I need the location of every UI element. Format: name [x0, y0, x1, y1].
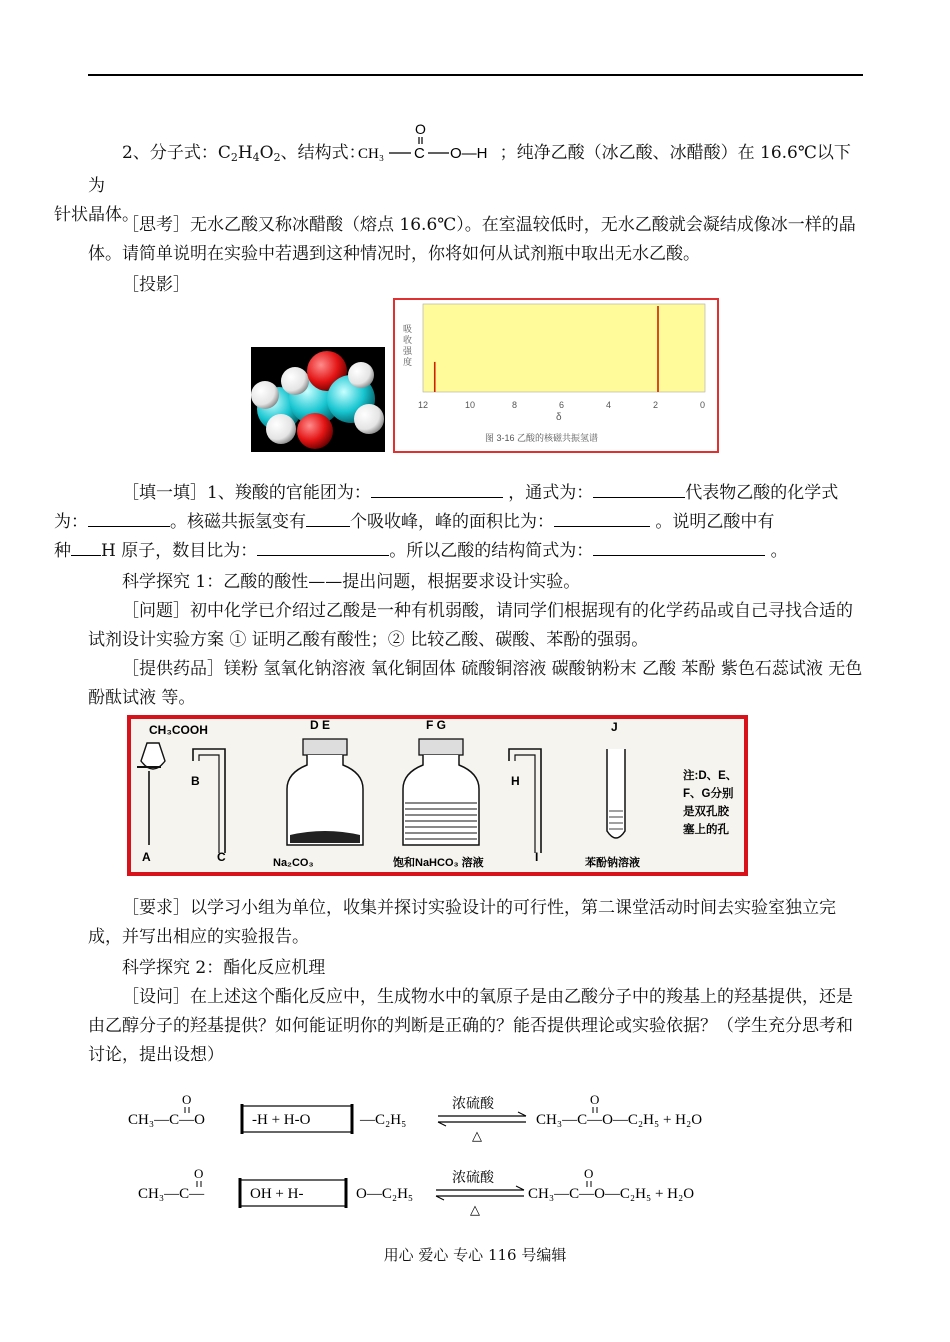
acetic-acid-structure	[356, 118, 494, 170]
inquiry-1-heading: 科学探究 1：乙酸的酸性——提出问题，根据要求设计实验。	[122, 572, 581, 592]
header-rule	[88, 74, 863, 76]
struct-oh: O—H	[450, 145, 488, 162]
blank-chemical-formula[interactable]	[88, 508, 170, 527]
nmr-tick-label: 12	[418, 400, 429, 410]
nmr-ylabel	[403, 324, 413, 367]
esterification-equation-2	[138, 1160, 778, 1222]
struct-o: O	[415, 121, 426, 137]
note-line: 注:D、E、	[683, 770, 738, 782]
esterification-equation-1	[128, 1086, 778, 1148]
eq1-o-left: O	[182, 1092, 192, 1107]
eq1-condition-top: 浓硫酸	[452, 1095, 494, 1111]
note-line: 塞上的孔	[683, 824, 729, 836]
blank-peak-count[interactable]	[306, 508, 350, 527]
ylabel-char: 强	[403, 346, 413, 356]
acetic-acid-space-filling-model	[251, 347, 385, 452]
ylabel-char: 收	[403, 335, 413, 345]
label-ch3cooh: CH₃COOH	[149, 723, 208, 737]
nmr-tick-label: 0	[700, 400, 706, 410]
note-line: 是双孔胶	[683, 806, 729, 818]
stopper-fg	[419, 739, 463, 755]
hypothesis-paragraph: ［设问］在上述这个酯化反应中，生成物水中的氧原子是由乙酸分子中的羧基上的羟基提供，还是由乙醇分子的羟基提供？如何能证明你的判断是正确的？能否提供理论或实验依据？（学生充分思考和讨论，提出设想）	[88, 987, 853, 1065]
eq2-box-text: OH + H-	[250, 1186, 304, 1202]
label-c: C	[217, 850, 226, 864]
molecular-formula: $C_2H_4O_2$	[217, 143, 281, 164]
inquiry-2-heading: 科学探究 2：酯化反应机理	[122, 958, 326, 978]
struct-ch3: CH₃	[358, 146, 385, 162]
projection-label: ［投影］	[122, 275, 190, 295]
eq1-o-right: O	[590, 1092, 600, 1107]
eq2-condition-top: 浓硫酸	[452, 1169, 494, 1185]
nmr-xlabel: δ	[556, 412, 562, 423]
ylabel-char: 吸	[403, 324, 413, 334]
label-phenolate: 苯酚钠溶液	[585, 857, 640, 869]
note-line: F、G分别	[683, 788, 734, 800]
label-de: D E	[310, 718, 331, 732]
label-na2co3: Na₂CO₃	[273, 857, 314, 869]
eq2-product: CH₃—C—O—C₂H₅ + H₂O	[528, 1186, 695, 1202]
blank-general-formula[interactable]	[593, 479, 685, 498]
label-a: A	[142, 850, 151, 864]
stopper-de	[303, 739, 347, 755]
question-paragraph: ［问题］初中化学已介绍过乙酸是一种有机弱酸，请同学们根据现有的化学药品或自己寻找合适的试剂设计实验方案 ① 证明乙酸有酸性；② 比较乙酸、碳酸、苯酚的强弱。	[88, 601, 853, 650]
blank-number-ratio[interactable]	[257, 537, 389, 556]
blank-functional-group[interactable]	[371, 479, 503, 498]
eq2-o-right: O	[584, 1166, 594, 1181]
reagents-paragraph: ［提供药品］镁粉 氢氧化钠溶液 氧化铜固体 硫酸铜溶液 碳酸钠粉末 乙酸 苯酚 紫色石蕊试液 无色酚酞试液 等。	[88, 659, 863, 708]
eq1-right: —C₂H₅	[360, 1112, 407, 1128]
apparatus-figure	[127, 715, 748, 876]
struct-c: C	[414, 145, 425, 162]
label-b: B	[191, 774, 200, 788]
page-footer: 用心 爱心 专心 116 号编辑	[383, 1246, 567, 1264]
eq1-left: CH₃—C—O	[128, 1112, 205, 1128]
label-nahco3: 饱和NaHCO₃ 溶液	[393, 857, 484, 869]
fill-in-paragraph: ［填一填］1、羧酸的官能团为： ，通式为： 代表物乙酸的化学式 为： 。核磁共振氢变有 个吸收峰，峰的面积比为： 。说明乙酸中有 种 H 原子，数目比为： 。所以乙酸的结构简式为： 。	[88, 479, 863, 566]
formula-paragraph: 2、分子式：$C_2H_4O_2$、结构式： ；纯净乙酸（冰乙酸、冰醋酸）在 16.6℃以下为 针状晶体。	[54, 143, 851, 225]
nmr-spectrum	[393, 298, 719, 453]
label-h: H	[511, 774, 520, 788]
eq2-right: O—C₂H₅	[356, 1186, 414, 1202]
eq2-left: CH₃—C—	[138, 1186, 205, 1202]
blank-area-ratio[interactable]	[554, 508, 650, 527]
think-paragraph: ［思考］无水乙酸又称冰醋酸（熔点 16.6℃）。在室温较低时，无水乙酸就会凝结成像冰一样的晶体。请简单说明在实验中若遇到这种情况时，你将如何从试剂瓶中取出无水乙酸。	[88, 215, 856, 264]
test-tube-j	[607, 749, 625, 838]
nmr-tick-label: 10	[465, 400, 476, 410]
nmr-tick-label: 2	[653, 400, 659, 410]
label-i: I	[535, 850, 539, 864]
nmr-tick-label: 6	[559, 400, 565, 410]
eq1-condition-bottom: △	[472, 1128, 482, 1143]
blank-structural-simple[interactable]	[593, 537, 765, 556]
ylabel-char: 度	[403, 357, 413, 367]
eq1-box-text: -H + H-O	[252, 1112, 311, 1128]
eq1-product: CH₃—C—O—C₂H₅ + H₂O	[536, 1112, 703, 1128]
nmr-tick-label: 4	[606, 400, 612, 410]
blank-h-kinds[interactable]	[71, 537, 101, 556]
nmr-tick-label: 8	[512, 400, 518, 410]
nmr-caption: 图 3-16 乙酸的核磁共振氢谱	[485, 433, 599, 443]
eq2-o-left: O	[194, 1166, 204, 1181]
eq2-condition-bottom: △	[470, 1202, 480, 1217]
label-fg: F G	[426, 718, 446, 732]
requirement-paragraph: ［要求］以学习小组为单位，收集并探讨实验设计的可行性，第二课堂活动时间去实验室独立完成，并写出相应的实验报告。	[88, 898, 836, 947]
nmr-plot-area	[423, 304, 705, 392]
label-j: J	[611, 720, 618, 734]
